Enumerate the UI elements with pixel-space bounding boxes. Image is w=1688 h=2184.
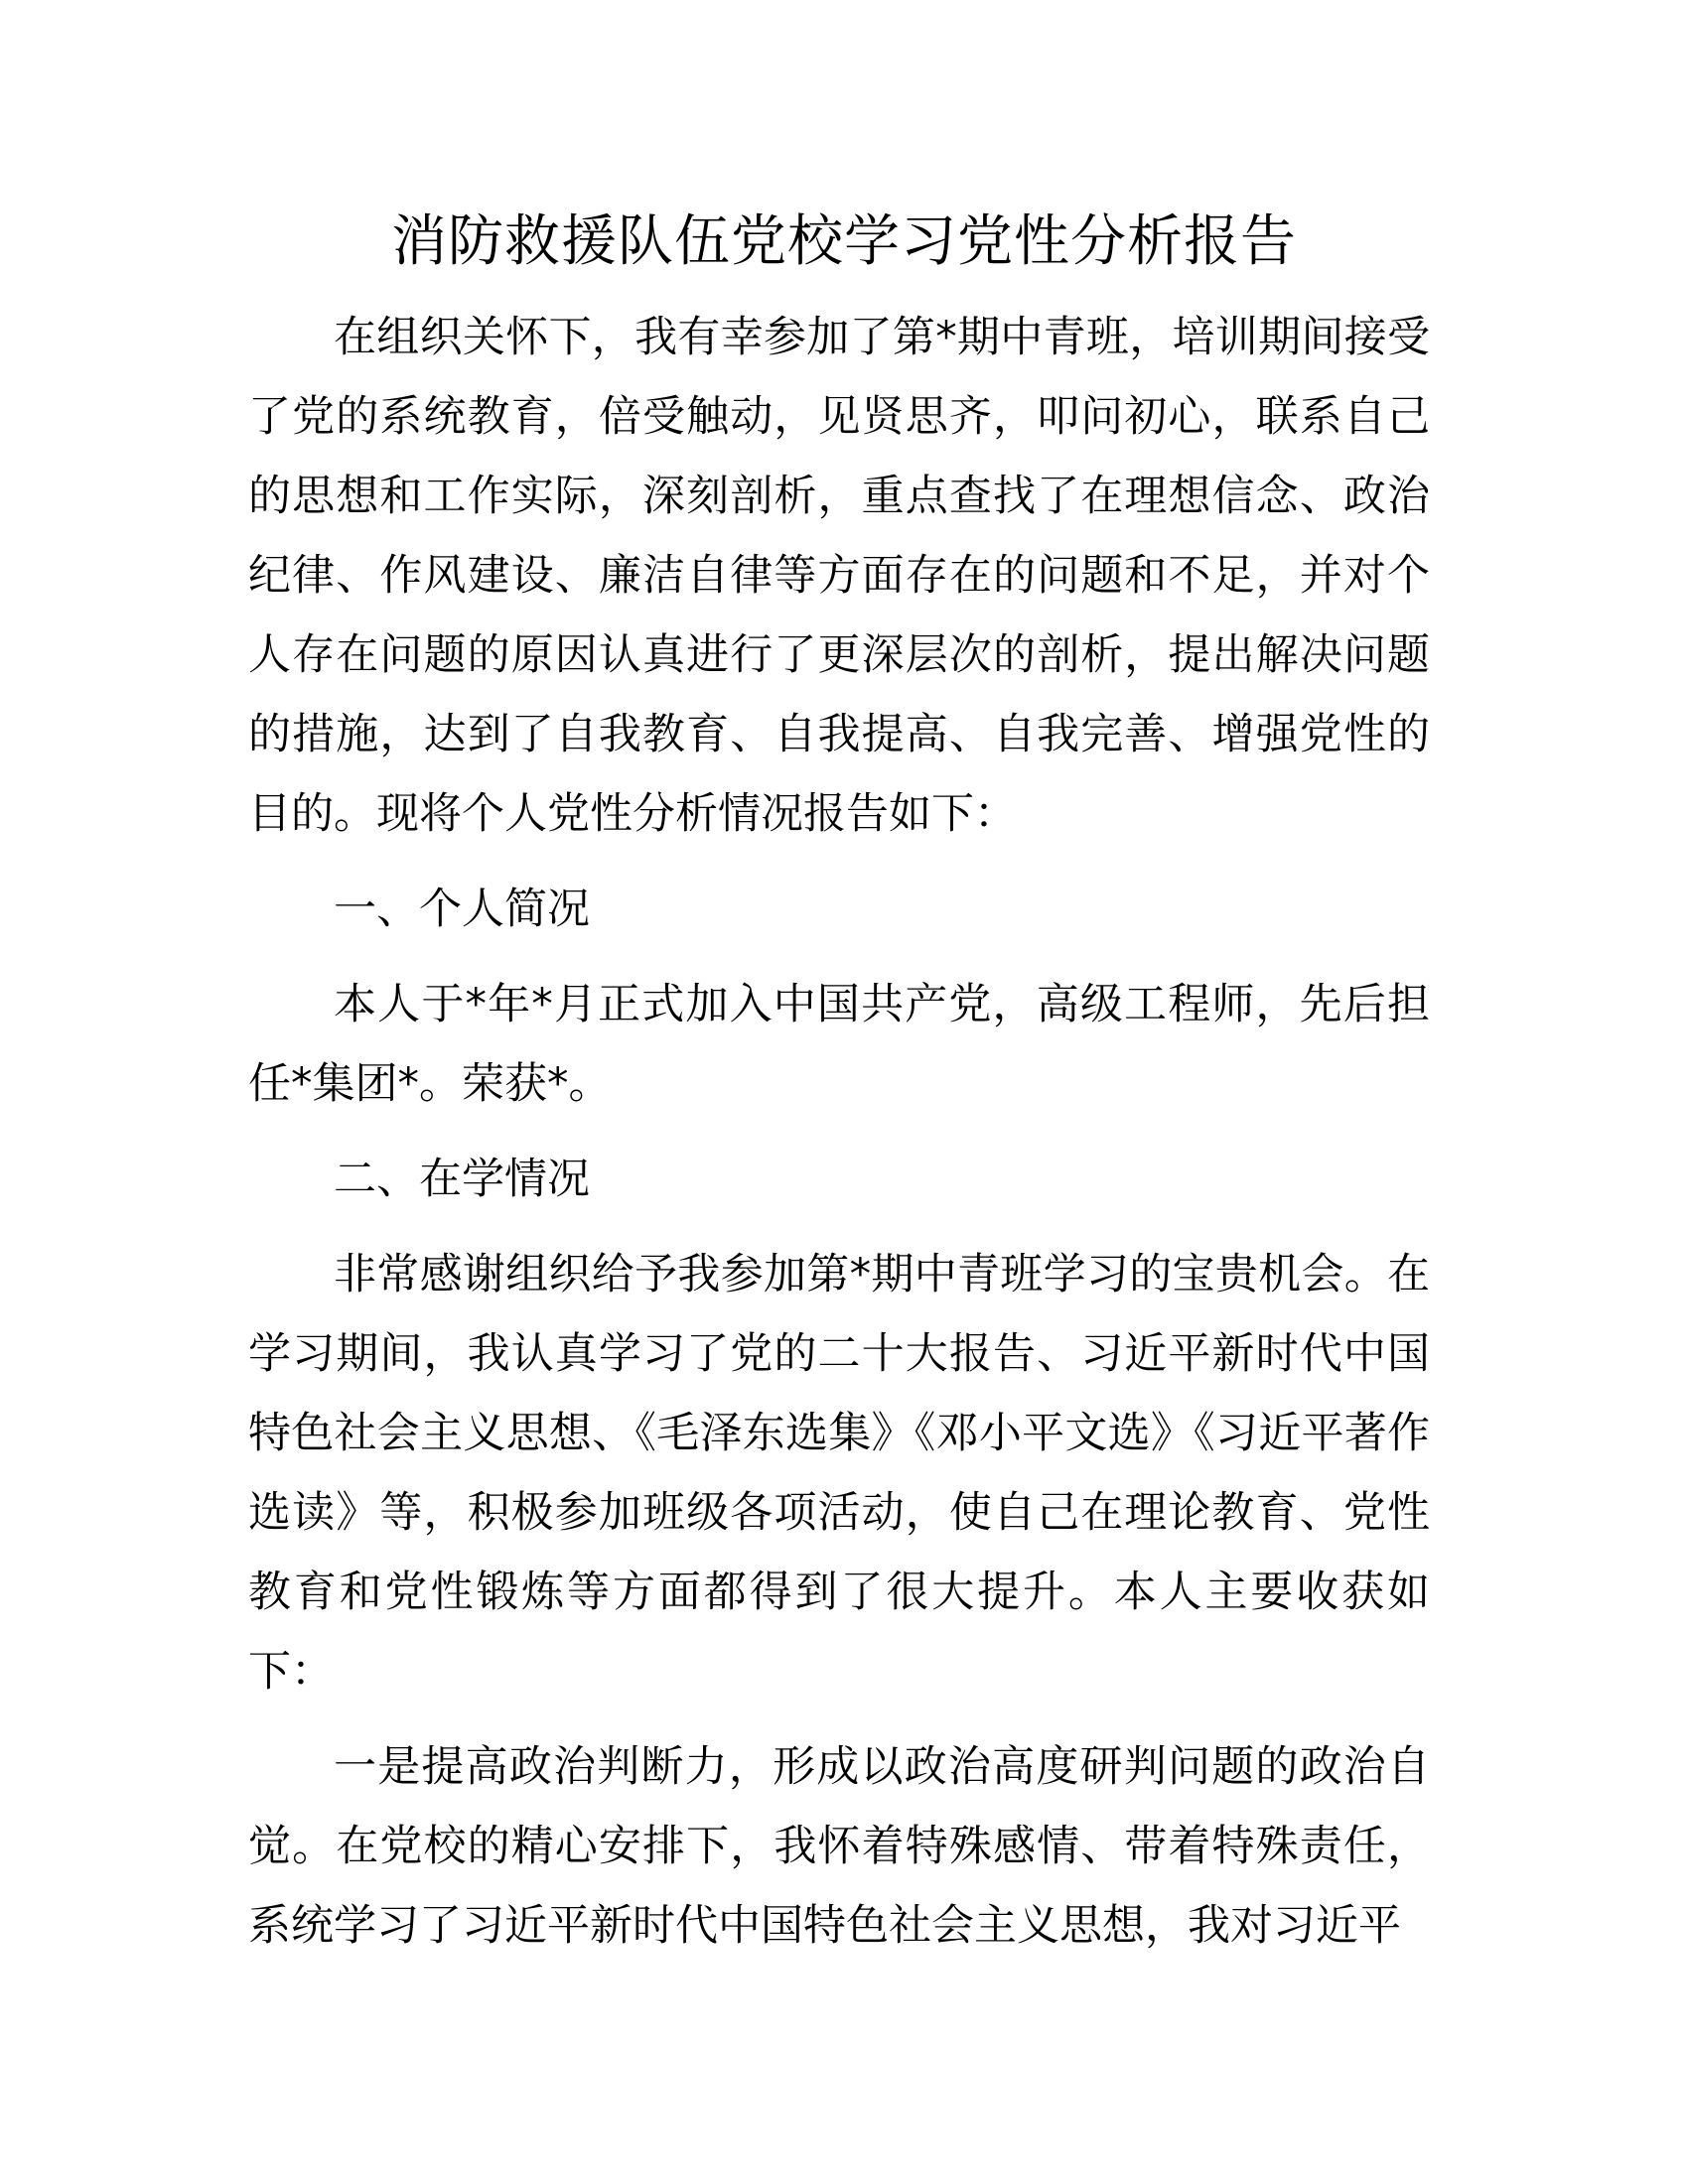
intro-paragraph: 在组织关怀下，我有幸参加了第*期中青班，培训期间接受了党的系统教育，倍受触动，见贤思齐，叩问初心，联系自己的思想和工作实际，深刻剖析，重点查找了在理想信念、政治纪律、作风建设、廉洁自律等方面存在的问题和不足，并对个人存在问题的原因认真进行了更深层次的剖析，提出解决问题的措施，达到了自我教育、自我提高、自我完善、增强党性的目的。现将个人党性分析情况报告如下：	[248, 313, 1430, 839]
study-status-paragraph: 非常感谢组织给予我参加第*期中青班学习的宝贵机会。在学习期间，我认真学习了党的二十大报告、习近平新时代中国特色社会主义思想、《毛泽东选集》《邓小平文选》《习近平著作选读》等，积极参加班级各项活动，使自己在理论教育、党性教育和党性锻炼等方面都得到了很大提升。本人主要收获如下：	[248, 1250, 1430, 1697]
personal-profile-paragraph: 本人于*年*月正式加入中国共产党，高级工程师，先后担任*集团*。荣获*。	[248, 980, 1430, 1109]
section-heading-study-status: 二、在学情况	[334, 1155, 590, 1204]
study-gain-point-1-paragraph: 一是提高政治判断力，形成以政治高度研判问题的政治自觉。在党校的精心安排下，我怀着特殊感情、带着特殊责任，系统学习了习近平新时代中国特色社会主义思想，我对习近平	[248, 1742, 1430, 1951]
section-heading-personal-profile: 一、个人简况	[334, 885, 590, 934]
document-title: 消防救援队伍党校学习党性分析报告	[391, 209, 1297, 274]
document-body	[248, 298, 1430, 1981]
